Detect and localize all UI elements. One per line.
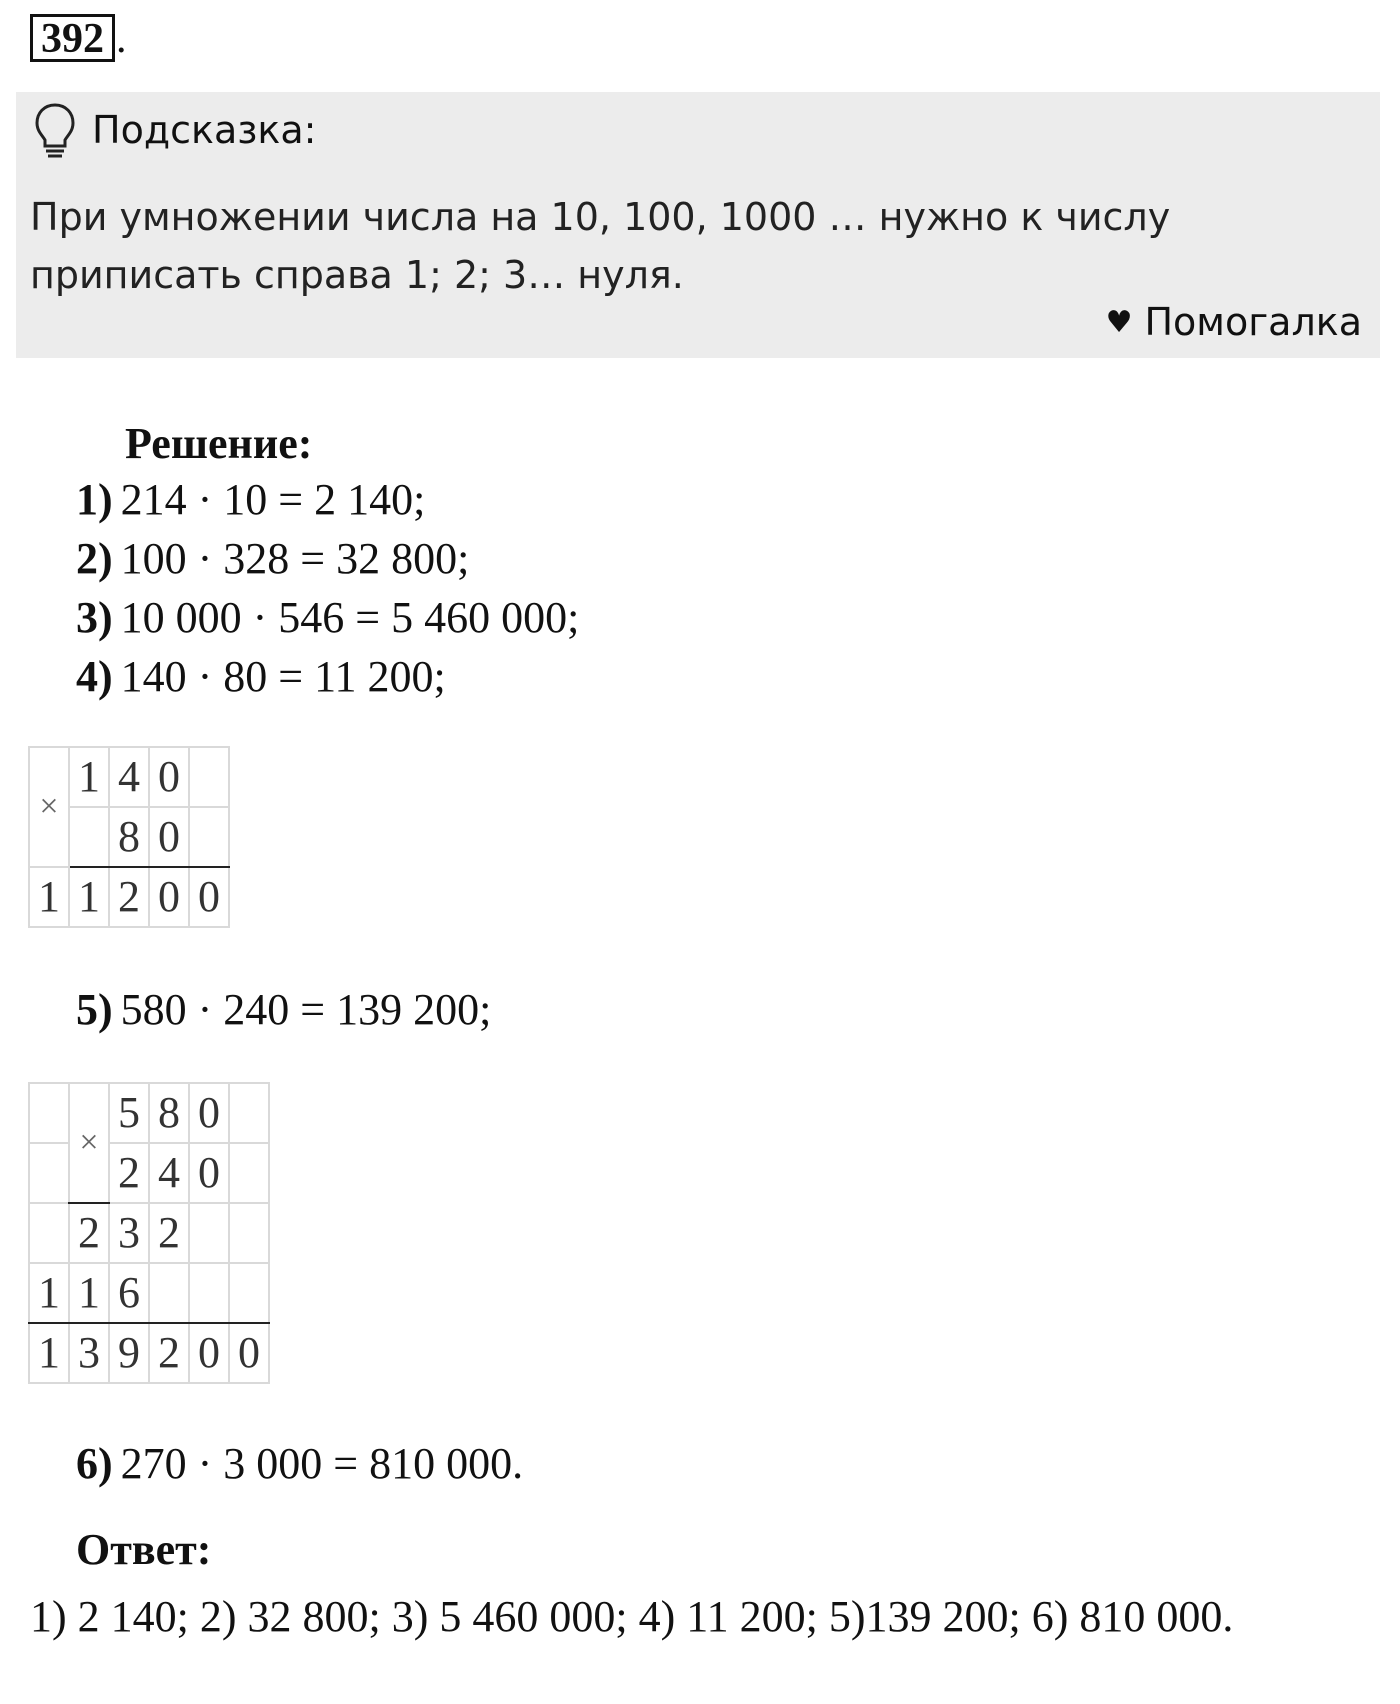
grid-cell: 0 — [149, 807, 189, 867]
brand-label — [1106, 298, 1362, 347]
brand-text: Помогалка — [1144, 300, 1362, 344]
grid-cell: 2 — [149, 1203, 189, 1263]
step-label: 3) — [76, 593, 113, 642]
answer-title: Ответ: — [76, 1525, 212, 1574]
grid-cell: 0 — [189, 1083, 229, 1143]
grid-cell — [29, 1083, 69, 1143]
step-expression: 270 · 3 000 = 810 000. — [120, 1439, 524, 1488]
grid-cell — [229, 1203, 269, 1263]
grid-cell: 1 — [69, 747, 109, 807]
step-label: 1) — [76, 475, 113, 524]
step-label: 5) — [76, 985, 113, 1034]
grid-cell: 2 — [149, 1323, 189, 1383]
solution-step — [76, 592, 579, 644]
grid-cell: 1 — [69, 1263, 109, 1323]
step-expression: 10 000 · 546 = 5 460 000; — [120, 593, 580, 642]
step-expression: 140 · 80 = 11 200; — [120, 652, 446, 701]
solution-step — [76, 1438, 523, 1490]
lightbulb-icon — [34, 102, 76, 160]
solution-step — [76, 651, 446, 703]
grid-cell: 3 — [109, 1203, 149, 1263]
grid-cell: 8 — [109, 807, 149, 867]
multiplication-grid-2 — [28, 1082, 270, 1384]
grid-cell: 2 — [109, 867, 149, 927]
solution-title: Решение: — [125, 419, 313, 468]
grid-cell — [29, 1203, 69, 1263]
multiplication-grid-1 — [28, 746, 230, 928]
solution-step — [76, 474, 425, 526]
grid-cell: 5 — [109, 1083, 149, 1143]
step-label: 2) — [76, 534, 113, 583]
grid-cell — [229, 1263, 269, 1323]
solution-step — [76, 533, 469, 585]
hint-title: Подсказка: — [92, 108, 317, 152]
hint-text: При умножении числа на 10, 100, 1000 … нужно к числу приписать справа 1; 2; 3… нуля. — [30, 195, 1171, 297]
grid-cell — [189, 1203, 229, 1263]
grid-cell: 1 — [29, 867, 69, 927]
step-expression: 214 · 10 = 2 140; — [120, 475, 426, 524]
grid-cell: 1 — [69, 867, 109, 927]
grid-cell — [189, 1263, 229, 1323]
grid-cell: 0 — [229, 1323, 269, 1383]
grid-cell: 1 — [29, 1323, 69, 1383]
grid-cell: 1 — [29, 1263, 69, 1323]
grid-cell: 0 — [149, 867, 189, 927]
step-expression: 580 · 240 = 139 200; — [120, 985, 492, 1034]
grid-cell — [69, 807, 109, 867]
problem-number — [30, 14, 127, 62]
grid-cell — [149, 1263, 189, 1323]
grid-cell: 6 — [109, 1263, 149, 1323]
grid-cell — [189, 747, 229, 807]
grid-cell: 0 — [189, 1143, 229, 1203]
grid-cell: 9 — [109, 1323, 149, 1383]
step-label: 4) — [76, 652, 113, 701]
grid-cell: 2 — [69, 1203, 109, 1263]
grid-cell — [189, 807, 229, 867]
problem-number-dot: . — [116, 16, 127, 62]
multiply-sign: × — [69, 1083, 109, 1203]
step-expression: 100 · 328 = 32 800; — [120, 534, 470, 583]
grid-cell — [229, 1083, 269, 1143]
grid-cell: 4 — [149, 1143, 189, 1203]
step-label: 6) — [76, 1439, 113, 1488]
grid-cell — [229, 1143, 269, 1203]
answer-text: 1) 2 140; 2) 32 800; 3) 5 460 000; 4) 11 200; 5)139 200; 6) 810 000. — [30, 1592, 1234, 1641]
grid-cell: 0 — [189, 867, 229, 927]
heart-icon: ♥ — [1105, 305, 1133, 340]
grid-cell — [29, 1143, 69, 1203]
problem-number-text: 392 — [41, 16, 104, 62]
solution-step — [76, 984, 491, 1036]
grid-cell: 0 — [189, 1323, 229, 1383]
grid-cell: 4 — [109, 747, 149, 807]
hint-box — [16, 92, 1380, 358]
grid-cell: 8 — [149, 1083, 189, 1143]
grid-cell: 2 — [109, 1143, 149, 1203]
multiply-sign: × — [29, 747, 69, 867]
grid-cell: 0 — [149, 747, 189, 807]
grid-cell: 3 — [69, 1323, 109, 1383]
